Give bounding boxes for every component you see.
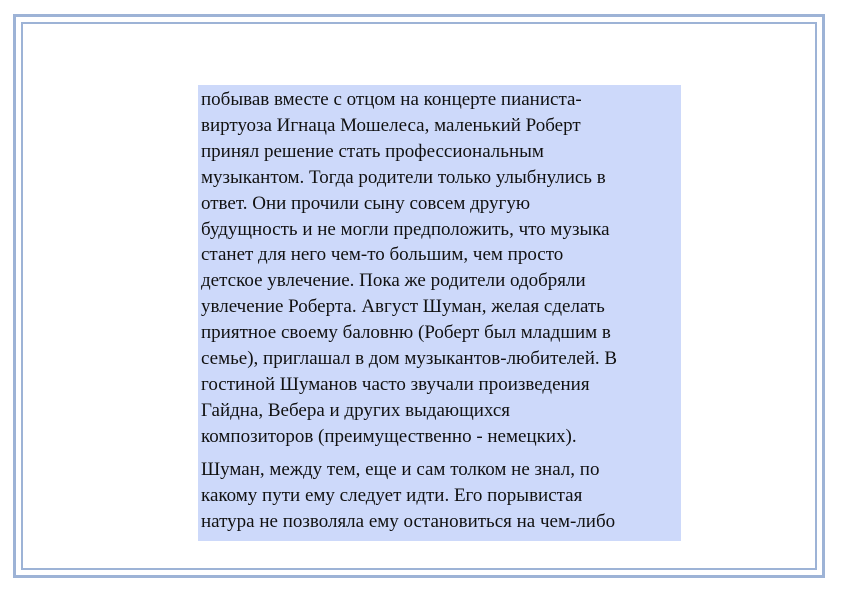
text-line: музыкантом. Тогда родители только улыбнулись в xyxy=(201,166,606,188)
text-line: композиторов (преимущественно - немецких). xyxy=(201,425,577,447)
text-line: натура не позволяла ему остановиться на чем-либо xyxy=(201,510,616,532)
text-line: приятное своему баловню (Роберт был младшим в xyxy=(201,322,611,344)
text-line: станет для него чем-то большим, чем просто xyxy=(201,244,564,266)
text-line: Гайдна, Вебера и других выдающихся xyxy=(201,399,511,421)
text-line: будущность и не могли предположить, что музыка xyxy=(201,218,610,240)
text-line: Шуман, между тем, еще и сам толком не знал, по xyxy=(201,458,600,480)
text-line: увлечение Роберта. Август Шуман, желая сделать xyxy=(201,296,605,318)
text-line: виртуоза Игнаца Мошелеса, маленький Роберт xyxy=(201,114,581,136)
text-block[interactable] xyxy=(198,85,681,541)
text-line: принял решение стать профессиональным xyxy=(201,140,544,162)
paragraph-1 xyxy=(201,87,679,450)
text-line: ответ. Они прочили сыну совсем другую xyxy=(201,192,531,214)
text-line: какому пути ему следует идти. Его порывистая xyxy=(201,484,583,506)
paragraph-2 xyxy=(201,457,679,535)
text-line: семье), приглашал в дом музыкантов-любителей. В xyxy=(201,348,618,370)
text-line: гостиной Шуманов часто звучали произведения xyxy=(201,373,590,395)
text-line: побывав вместе с отцом на концерте пианиста- xyxy=(201,89,582,110)
text-line: детское увлечение. Пока же родители одобряли xyxy=(201,270,586,292)
